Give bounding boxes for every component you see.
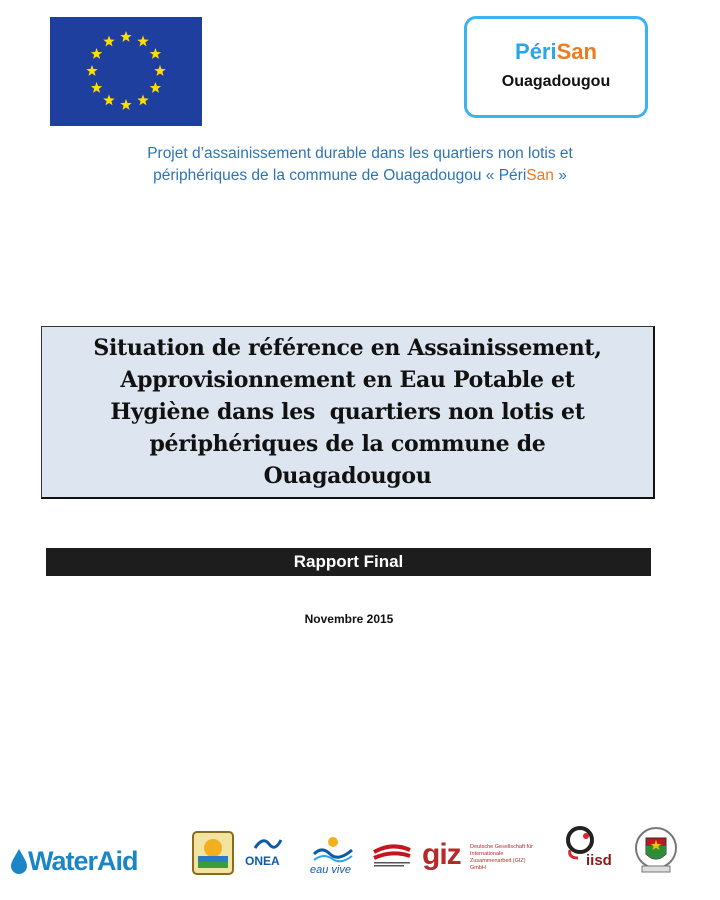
- eu-star-icon: [103, 94, 114, 105]
- perisan-logo-peri: Péri: [515, 39, 557, 64]
- main-title-line5: Ouagadougou: [263, 463, 432, 489]
- perisan-logo: [464, 16, 648, 118]
- eu-star-icon: [154, 65, 165, 76]
- eu-star-icon: [120, 31, 131, 42]
- eu-flag-logo: [50, 17, 202, 126]
- main-title-line1: Situation de référence en Assainissement,: [93, 335, 602, 361]
- main-title-box: [41, 326, 655, 499]
- main-title-line4: périphériques de la commune de: [149, 431, 546, 457]
- wateraid-logo: [10, 844, 138, 878]
- eu-star-icon: [150, 48, 161, 59]
- project-title-line2-prefix: périphériques de la commune de Ouagadougou «: [153, 167, 499, 184]
- water-drop-icon: [10, 848, 28, 874]
- wateraid-logo-text: WaterAid: [28, 845, 138, 876]
- iisd-logo-text: iisd: [586, 852, 612, 869]
- project-title: [40, 143, 680, 187]
- eu-star-icon: [86, 65, 97, 76]
- eu-star-icon: [150, 82, 161, 93]
- project-title-peri: Péri: [498, 167, 527, 184]
- burkina-coat-of-arms-icon: [632, 820, 680, 878]
- eu-star-icon: [120, 99, 131, 110]
- eu-star-icon: [103, 36, 114, 47]
- eau-vive-logo-text: eau vive: [310, 864, 351, 876]
- giz-logo-text: giz: [422, 838, 461, 871]
- partner-logos-row: [10, 820, 710, 880]
- onea-wave-icon: [253, 834, 283, 854]
- project-title-line1: Projet d’assainissement durable dans les quartiers non lotis et: [147, 145, 573, 162]
- eu-star-icon: [91, 48, 102, 59]
- perisan-logo-name: [467, 39, 645, 65]
- onea-logo-text: ONEA: [245, 854, 280, 868]
- ouagadougou-emblem-icon: [190, 828, 236, 878]
- eu-star-icon: [137, 94, 148, 105]
- report-date: Novembre 2015: [304, 612, 394, 626]
- project-title-line2: [40, 165, 680, 187]
- giz-logo-subtext: Deutsche Gesellschaft für Internationale Zusammenarbeit (GIZ) GmbH: [470, 844, 533, 871]
- perisan-logo-san: San: [556, 39, 597, 64]
- project-title-line2-suffix: »: [553, 167, 567, 184]
- project-title-san: San: [526, 167, 554, 184]
- report-label-bar: Rapport Final: [46, 548, 651, 576]
- eu-star-icon: [91, 82, 102, 93]
- eu-stars-icon: [50, 17, 202, 126]
- main-title-line2: Approvisionnement en Eau Potable et: [120, 367, 575, 393]
- austrian-cooperation-icon: [372, 840, 412, 870]
- eu-star-icon: [137, 36, 148, 47]
- main-title-line3: Hygiène dans les quartiers non lotis et: [110, 399, 585, 425]
- main-title: [73, 332, 621, 492]
- eau-vive-icon: [310, 834, 356, 864]
- perisan-logo-city: Ouagadougou: [501, 73, 611, 90]
